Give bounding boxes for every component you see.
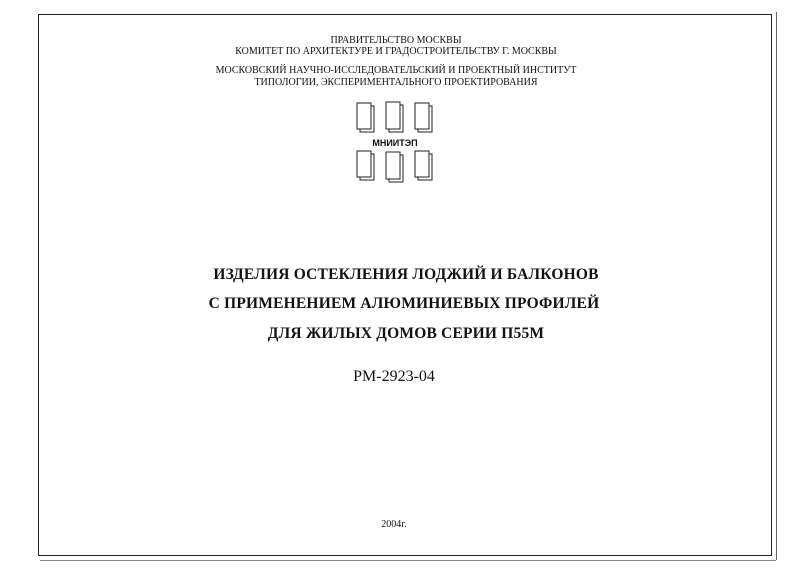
institute-line-2: ТИПОЛОГИИ, ЭКСПЕРИМЕНТАЛЬНОГО ПРОЕКТИРОВАНИЯ: [254, 77, 538, 88]
title-line-1: ИЗДЕЛИЯ ОСТЕКЛЕНИЯ ЛОДЖИЙ И БАЛКОНОВ: [213, 266, 599, 283]
title-line-2: С ПРИМЕНЕНИЕМ АЛЮМИНИЕВЫХ ПРОФИЛЕЙ: [208, 295, 600, 312]
institute-logo: [347, 100, 443, 184]
page-frame: [38, 14, 772, 556]
institute-line-1: МОСКОВСКИЙ НАУЧНО-ИССЛЕДОВАТЕЛЬСКИЙ И ПРОЕКТНЫЙ ИНСТИТУТ: [215, 65, 577, 76]
org-line-committee: КОМИТЕТ ПО АРХИТЕКТУРЕ И ГРАДОСТРОИТЕЛЬСТВУ Г. МОСКВЫ: [235, 46, 557, 57]
logo-label: МНИИТЭП: [372, 138, 418, 148]
scan-edge-right: [776, 12, 777, 560]
document-year: 2004г.: [381, 519, 407, 530]
title-line-3: ДЛЯ ЖИЛЫХ ДОМОВ СЕРИИ П55М: [267, 325, 545, 342]
document-code: РМ-2923-04: [353, 368, 435, 385]
org-line-government: ПРАВИТЕЛЬСТВО МОСКВЫ: [330, 35, 462, 46]
scan-edge-bottom: [40, 560, 776, 561]
